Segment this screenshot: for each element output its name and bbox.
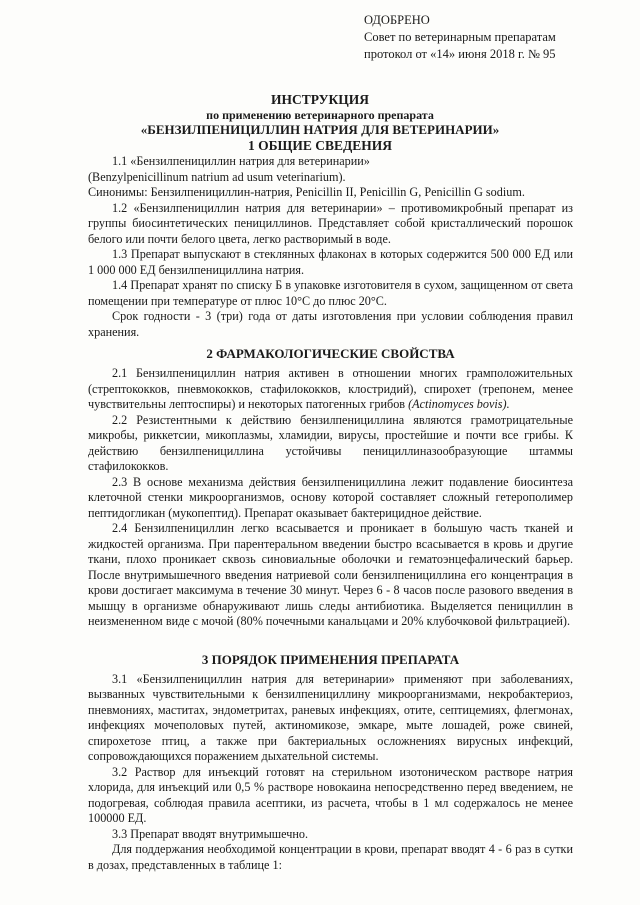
paragraph-1-1a: 1.1 «Бензилпенициллин натрия для ветеринарии» [112,154,370,168]
paragraph-2-2: 2.2 Резистентными к действию бензилпенициллина являются грамотрицательные микробы, риккетсии, микоплазмы, хламидии, вирусы, простейшие и почти все грибы. К действию бензилпенициллина устойчивы пенициллиназообразующие штаммы стафилококков. [88,412,573,473]
paragraph-1-3: 1.3 Препарат выпускают в стеклянных флаконах в которых содержится 500 000 ЕД или 1 000 000 ЕД бензилпенициллина натрия. [88,247,573,277]
title-block [0,92,640,154]
section-1-title: 1 ОБЩИЕ СВЕДЕНИЯ [247,138,393,153]
paragraph-3-2: 3.2 Раствор для инъекций готовят на стерильном изотоническом растворе натрия хлорида, для инъекций или 0,5 % растворе новокаина непосредственно перед введением, не подогревая, соблюдая правила асептики, из расчета, чтобы в 1 мл содержалось не менее 100000 ЕД. [88,764,573,825]
approval-protocol: протокол от «14» июня 2018 г. № 95 [364,47,556,61]
paragraph-1-2: 1.2 «Бензилпенициллин натрия для ветеринарии» – противомикробный препарат из группы биосинтетических пенициллинов. Представляет собой кристаллический порошок белого или почти белого цвета, легко растворимый в воде. [88,200,573,246]
paragraph-2-4: 2.4 Бензилпенициллин легко всасывается и проникает в большую часть тканей и жидкостей организма. При парентеральном введении быстро всасывается в кровь и другие ткани, плохо проникает сквозь синовиальные оболочки и гематоэнцефалический барьер. После внутримышечного введения натриевой соли бензилпенициллина его концентрация в крови достигает максимума в течение 30 минут. Через 6 - 8 часов после разового введения в мышцу в организме обнаруживают лишь следы антибиотика. Выделяется пенициллин в неизмененном виде с мочой (80% почечными канальцами и 20% клубочковой фильтрацией). [88,521,573,628]
approval-stamp [364,12,556,63]
paragraph-2-1 [88,366,573,413]
paragraph-synonyms: Синонимы: Бензилпенициллин-натрия, Penicillin II, Penicillin G, Penicillin G sodium. [88,185,525,199]
paragraph-1-4: 1.4 Препарат хранят по списку Б в упаковке изготовителя в сухом, защищенном от света помещении при температуре от плюс 10°С до плюс 20°С. [88,278,573,308]
approval-council: Совет по ветеринарным препаратам [364,30,556,44]
paragraph-3-3: 3.3 Препарат вводят внутримышечно. [112,826,309,841]
drug-name: «БЕНЗИЛПЕНИЦИЛЛИН НАТРИЯ ДЛЯ ВЕТЕРИНАРИИ» [140,122,500,137]
paragraph-shelf-life: Срок годности - 3 (три) года от даты изготовления при условии соблюдения правил хранения. [88,309,573,339]
document-body [88,154,573,873]
paragraph-3-4: Для поддержания необходимой концентрации в крови, препарат вводят 4 - 6 раз в сутки в дозах, представленных в таблице 1: [88,842,573,872]
section-2-title: 2 ФАРМАКОЛОГИЧЕСКИЕ СВОЙСТВА [206,346,455,361]
document-title: ИНСТРУКЦИЯ [270,92,370,107]
paragraph-2-3: 2.3 В основе механизма действия бензилпенициллина лежит подавление биосинтеза клеточной стенки микроорганизмов, основу которой составляет сложный гетерополимер пептидогликан (мукопептид). Препарат оказывает бактерицидное действие. [88,474,573,520]
document-subtitle: по применению ветеринарного препарата [206,108,434,122]
paragraph-2-1-latin: (Actinomyces bovis). [408,397,510,411]
approval-title: ОДОБРЕНО [364,13,430,27]
paragraph-3-1: 3.1 «Бензилпенициллин натрия для ветеринарии» применяют при заболеваниях, вызванных чувствительными к бензилпенициллину микроорганизмами, некробактериоз, пневмониях, маститах, эндометритах, раневых инфекциях, отите, септицемиях, флегмонах, инфекциях мочеполовых путей, актиномикозе, эмкаре, мыте лошадей, роже свиней, спирохетозе птиц, а также при бактериальных осложнениях вирусных инфекций, сопровождающихся поражением дыхательной системы. [88,671,573,763]
section-3-title: 3 ПОРЯДОК ПРИМЕНЕНИЯ ПРЕПАРАТА [201,651,460,667]
paragraph-2-1-text: 2.1 Бензилпенициллин натрия активен в отношении многих грамположительных (стрептококков, пневмококков, стафилококков, клостридий), спирохет (трепонем, менее чувствительны лептоспиры) и некоторых патогенных грибов [88,366,573,411]
paragraph-1-1b: (Benzylpenicillinum natrium ad usum veterinarium). [88,169,346,184]
